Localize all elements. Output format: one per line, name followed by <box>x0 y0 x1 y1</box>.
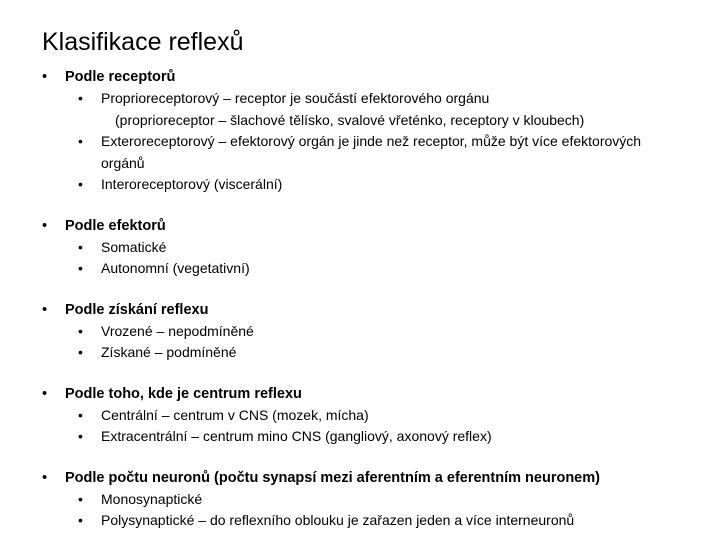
list-item-text: Proprioreceptorový – receptor je součástí efektorového orgánu <box>101 90 490 106</box>
bullet-icon: • <box>42 301 48 318</box>
bullet-icon: • <box>78 133 83 149</box>
bullet-icon: • <box>42 69 48 85</box>
bullet-icon: • <box>42 469 48 486</box>
list-item-text: Polysynaptické – do reflexního oblouku je zařazen jeden a více interneuronů <box>101 512 575 528</box>
list-item-text: Vrozené – nepodmíněné <box>101 322 254 339</box>
section-list <box>42 66 702 551</box>
list-item-text: Exteroreceptorový – efektorový orgán je jinde než receptor, může být více efektorových orgánů <box>101 133 642 171</box>
outline-section <box>42 66 702 196</box>
list-item-text: Získané – podmíněné <box>101 344 237 360</box>
outline-section <box>42 299 702 364</box>
list-item <box>42 510 702 532</box>
outline-section <box>42 383 702 448</box>
section-heading-text: Podle receptorů <box>65 69 176 85</box>
bullet-icon: • <box>78 490 83 507</box>
list-item <box>42 405 702 427</box>
section-heading <box>42 215 702 237</box>
section-heading-text: Podle počtu neuronů (počtu synapsí mezi aferentním a eferentním neuronem) <box>65 469 600 486</box>
section-heading <box>42 66 702 88</box>
section-heading-text: Podle toho, kde je centrum reflexu <box>65 385 302 402</box>
list-item <box>42 237 702 259</box>
section-heading <box>42 467 702 489</box>
list-item <box>42 321 702 343</box>
list-item <box>42 258 702 280</box>
list-item <box>42 174 702 196</box>
bullet-icon: • <box>78 344 83 360</box>
bullet-icon: • <box>78 90 83 106</box>
bullet-icon: • <box>78 406 83 423</box>
list-item-text: Monosynaptické <box>101 490 203 507</box>
list-item-text: Centrální – centrum v CNS (mozek, mícha) <box>101 406 369 423</box>
list-item-text: Somatické <box>101 238 167 255</box>
bullet-icon: • <box>78 322 83 339</box>
list-item-continuation: (proprioreceptor – šlachové tělísko, svalové vřeténko, receptory v kloubech) <box>115 111 585 128</box>
section-heading <box>42 299 702 321</box>
section-heading-text: Podle získání reflexu <box>65 301 209 318</box>
list-item <box>42 88 702 131</box>
section-heading <box>42 383 702 405</box>
list-item <box>42 426 702 448</box>
bullet-icon: • <box>78 260 83 276</box>
bullet-icon: • <box>78 428 83 444</box>
bullet-icon: • <box>78 238 83 255</box>
list-item-text: Autonomní (vegetativní) <box>101 260 250 276</box>
list-item-text: Interoreceptorový (viscerální) <box>101 176 283 192</box>
bullet-icon: • <box>78 176 83 192</box>
bullet-icon: • <box>42 217 48 234</box>
bullet-icon: • <box>78 512 83 528</box>
list-item <box>42 342 702 364</box>
slide-title: Klasifikace reflexů <box>42 28 244 56</box>
list-item <box>42 489 702 511</box>
outline-section <box>42 467 702 532</box>
section-heading-text: Podle efektorů <box>65 217 166 234</box>
list-item <box>42 131 702 174</box>
outline-section <box>42 215 702 280</box>
list-item-text: Extracentrální – centrum mino CNS (gangliový, axonový reflex) <box>101 428 492 444</box>
bullet-icon: • <box>42 385 48 402</box>
